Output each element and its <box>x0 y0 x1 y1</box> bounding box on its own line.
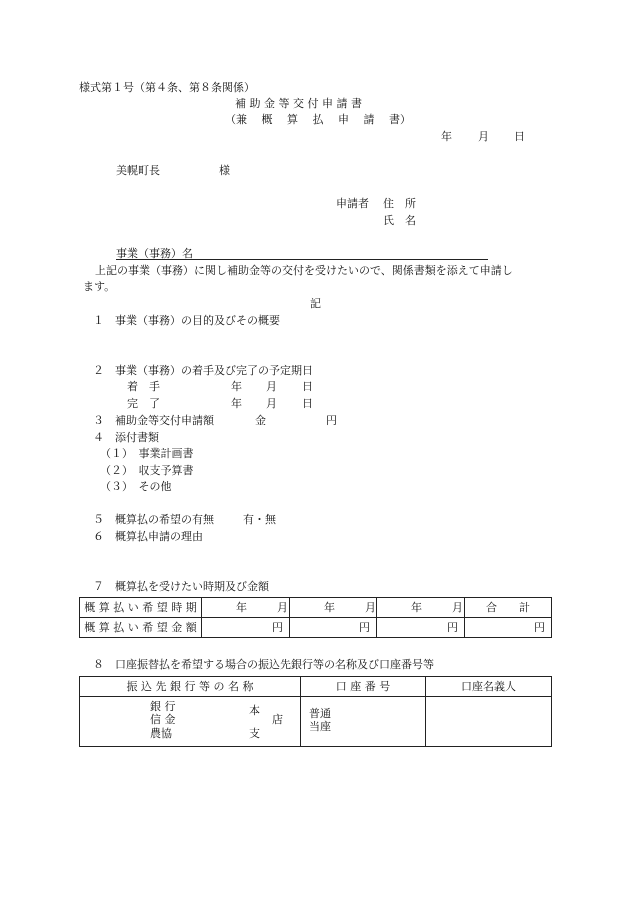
table-row <box>80 697 552 747</box>
cell-month: 月 <box>365 601 376 614</box>
applicant-address-label: 住 所 <box>383 197 416 210</box>
cell-year: 年 <box>411 601 422 614</box>
amount-cell[interactable]: 円 <box>377 618 465 638</box>
cell-year: 年 <box>236 601 247 614</box>
item-3-yen: 円 <box>326 414 337 427</box>
bank-name-header: 振 込 先 銀 行 等 の 名 称 <box>80 677 301 697</box>
cell-month: 月 <box>452 601 463 614</box>
end-day: 日 <box>302 397 313 410</box>
item-7: ７ 概算払を受けたい時期及び金額 <box>93 580 269 593</box>
store-suffix: 店 <box>272 713 283 726</box>
item-4-2: （２） 収支予算書 <box>100 464 194 477</box>
item-4-3: （３） その他 <box>100 480 172 493</box>
item-5-choice: 有・無 <box>243 513 276 526</box>
start-label: 着 手 <box>127 380 160 393</box>
end-month: 月 <box>266 397 277 410</box>
end-label: 完 了 <box>127 397 160 410</box>
form-title: 補 助 金 等 交 付 申 請 書 <box>235 97 362 110</box>
table-row <box>80 598 552 618</box>
table-row <box>80 618 552 638</box>
item-6: ６ 概算払申請の理由 <box>93 530 203 543</box>
shinkin-option: 信 金 <box>150 713 176 726</box>
item-4: ４ 添付書類 <box>93 431 159 444</box>
nokyo-option: 農協 <box>150 727 172 740</box>
row-label-period: 概 算 払 い 希 望 時 期 <box>80 598 202 618</box>
bank-option: 銀 行 <box>150 700 176 713</box>
request-text-line1: 上記の事業（事務）に関し補助金等の交付を受けたいので、関係書類を添えて申請し <box>95 264 513 277</box>
addressee-name: 美幌町長 <box>116 164 160 177</box>
total-header: 合 計 <box>465 598 552 618</box>
request-text-line2: ます。 <box>83 280 116 293</box>
date-year: 年 <box>441 130 452 143</box>
applicant-name-label: 氏 名 <box>383 214 416 227</box>
checking-option: 当座 <box>309 720 331 733</box>
end-year: 年 <box>231 397 242 410</box>
item-1: １ 事業（事務）の目的及びその概要 <box>93 314 280 327</box>
cell-month: 月 <box>277 601 288 614</box>
amount-cell[interactable]: 円 <box>290 618 377 638</box>
item-5: ５ 概算払の希望の有無 <box>93 513 214 526</box>
period-cell[interactable] <box>290 598 377 618</box>
date-day: 日 <box>514 130 525 143</box>
date-month: 月 <box>478 130 489 143</box>
advance-payment-table <box>79 597 552 638</box>
branch-option: 支 <box>249 727 260 740</box>
project-name-underline <box>116 259 488 260</box>
start-year: 年 <box>231 380 242 393</box>
row-label-amount: 概 算 払 い 希 望 金 額 <box>80 618 202 638</box>
item-3: ３ 補助金等交付申請額 <box>93 414 214 427</box>
item-2: ２ 事業（事務）の着手及び完了の予定期日 <box>93 364 313 377</box>
account-holder-cell[interactable] <box>426 697 552 747</box>
amount-cell[interactable]: 円 <box>202 618 290 638</box>
item-4-1: （１） 事業計画書 <box>100 447 194 460</box>
start-day: 日 <box>302 380 313 393</box>
savings-option: 普通 <box>309 707 331 720</box>
cell-year: 年 <box>324 601 335 614</box>
applicant-label: 申請者 <box>336 197 369 210</box>
bank-name-cell[interactable] <box>80 697 301 747</box>
addressee-honorific: 様 <box>219 164 230 177</box>
form-subtitle: （兼 概 算 払 申 請 書） <box>225 113 411 126</box>
period-cell[interactable] <box>202 598 290 618</box>
start-month: 月 <box>266 380 277 393</box>
account-holder-header: 口座名義人 <box>426 677 552 697</box>
note-heading: 記 <box>310 297 321 310</box>
account-number-cell[interactable] <box>301 697 426 747</box>
account-number-header: 口 座 番 号 <box>301 677 426 697</box>
item-3-kin: 金 <box>255 414 266 427</box>
form-label: 様式第１号（第４条、第８条関係） <box>79 81 255 94</box>
table-row <box>80 677 552 697</box>
item-8: ８ 口座振替払を希望する場合の振込先銀行等の名称及び口座番号等 <box>93 658 434 671</box>
head-office-option: 本 <box>249 704 260 717</box>
project-name-label: 事業（事務）名 <box>116 247 193 260</box>
bank-transfer-table <box>79 676 552 747</box>
total-amount-cell[interactable]: 円 <box>465 618 552 638</box>
period-cell[interactable] <box>377 598 465 618</box>
